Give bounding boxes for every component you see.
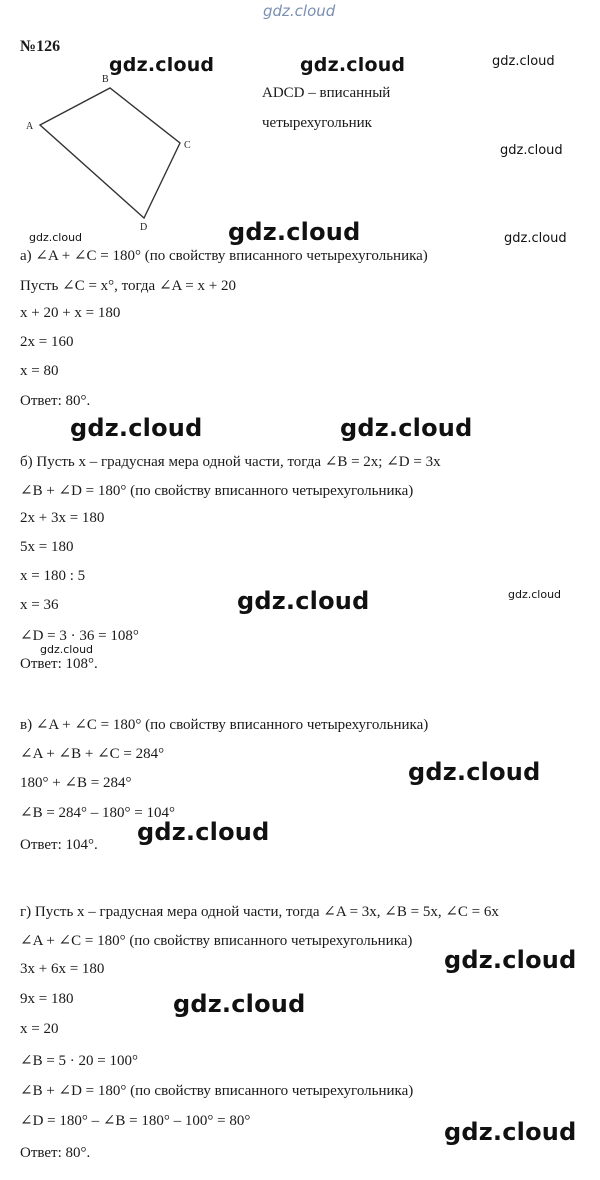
part-v-line: в) ∠A + ∠C = 180° (по свойству вписанного четырехугольника) [20, 717, 429, 733]
watermark: gdz.cloud [300, 54, 406, 76]
watermark: gdz.cloud [137, 818, 270, 846]
part-v-answer: Ответ: 104°. [20, 837, 98, 853]
part-a-line: Пусть ∠C = x°, тогда ∠A = x + 20 [20, 278, 236, 294]
problem-description-1: ADCD – вписанный [262, 85, 391, 101]
part-g-line: ∠B = 5 · 20 = 100° [20, 1053, 138, 1069]
part-v-line: 180° + ∠B = 284° [20, 775, 132, 791]
watermark: gdz.cloud [492, 54, 555, 69]
part-g-line: x = 20 [20, 1021, 59, 1037]
watermark: gdz.cloud [408, 758, 541, 786]
part-b-line: 5x = 180 [20, 539, 74, 555]
part-b-line: x = 36 [20, 597, 59, 613]
watermark: gdz.cloud [500, 143, 563, 158]
watermark: gdz.cloud [444, 1118, 577, 1146]
part-a-answer: Ответ: 80°. [20, 393, 91, 409]
watermark-top: gdz.cloud [263, 2, 336, 20]
part-a-line: x = 80 [20, 363, 59, 379]
watermark: gdz.cloud [40, 643, 94, 656]
part-g-line: 3x + 6x = 180 [20, 961, 105, 977]
part-g-line: ∠A + ∠C = 180° (по свойству вписанного четырехугольника) [20, 933, 413, 949]
watermark: gdz.cloud [70, 414, 203, 442]
vertex-label-d: D [140, 222, 148, 230]
part-v-line: ∠A + ∠B + ∠C = 284° [20, 746, 165, 762]
watermark: gdz.cloud [504, 231, 567, 246]
problem-number: №126 [20, 38, 61, 55]
watermark: gdz.cloud [508, 588, 562, 601]
watermark: gdz.cloud [29, 231, 83, 244]
part-g-line: ∠B + ∠D = 180° (по свойству вписанного четырехугольника) [20, 1083, 414, 1099]
watermark: gdz.cloud [237, 587, 370, 615]
part-g-line: ∠D = 180° – ∠B = 180° – 100° = 80° [20, 1113, 251, 1129]
part-b-line: б) Пусть x – градусная мера одной части, тогда ∠B = 2x; ∠D = 3x [20, 454, 441, 470]
watermark: gdz.cloud [228, 218, 361, 246]
part-g-line: г) Пусть x – градусная мера одной части, тогда ∠A = 3x, ∠B = 5x, ∠C = 6x [20, 904, 499, 920]
part-a-line: а) ∠A + ∠C = 180° (по свойству вписанного четырехугольника) [20, 248, 428, 264]
quadrilateral-shape [40, 88, 180, 218]
part-v-line: ∠B = 284° – 180° = 104° [20, 805, 175, 821]
problem-description-2: четырехугольник [262, 115, 372, 131]
vertex-label-c: C [184, 140, 191, 151]
quadrilateral-diagram [22, 70, 222, 230]
vertex-label-b: B [102, 74, 109, 85]
watermark: gdz.cloud [173, 990, 306, 1018]
watermark: gdz.cloud [109, 54, 215, 76]
part-b-line: x = 180 : 5 [20, 568, 86, 584]
part-b-answer: Ответ: 108°. [20, 656, 98, 672]
watermark: gdz.cloud [340, 414, 473, 442]
part-a-line: 2x = 160 [20, 334, 74, 350]
part-g-answer: Ответ: 80°. [20, 1145, 91, 1161]
part-b-line: 2x + 3x = 180 [20, 510, 105, 526]
part-b-line: ∠B + ∠D = 180° (по свойству вписанного четырехугольника) [20, 483, 414, 499]
part-b-line: ∠D = 3 · 36 = 108° [20, 628, 139, 644]
vertex-label-a: A [26, 121, 34, 132]
part-a-line: x + 20 + x = 180 [20, 305, 121, 321]
watermark: gdz.cloud [444, 946, 577, 974]
part-g-line: 9x = 180 [20, 991, 74, 1007]
